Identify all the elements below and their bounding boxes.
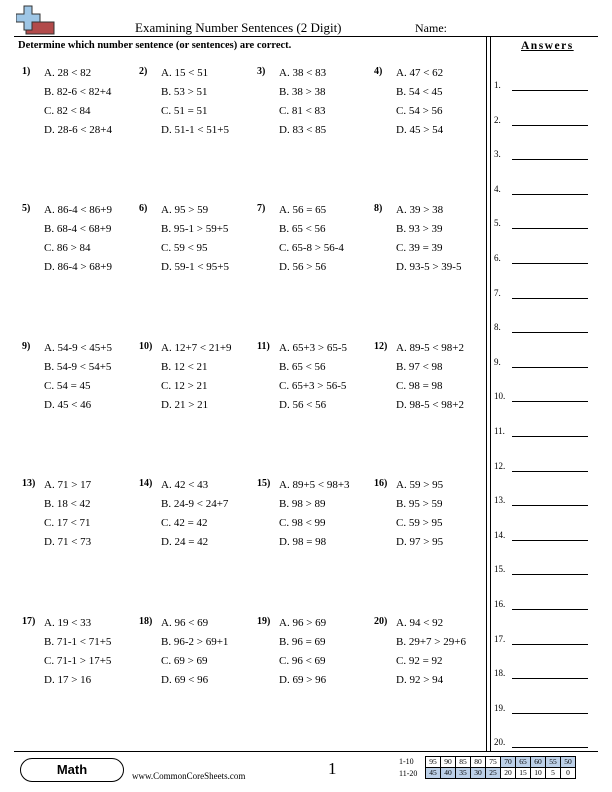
- score-row: [426, 768, 576, 779]
- option-statement: B. 96-2 > 69+1: [161, 636, 229, 648]
- answer-row: [494, 634, 594, 650]
- option-statement: C. 86 > 84: [44, 242, 91, 254]
- score-row: [426, 757, 576, 768]
- option-list: [279, 342, 347, 418]
- option-list: [279, 479, 350, 555]
- answer-row: [494, 668, 594, 684]
- answer-row: [494, 149, 594, 165]
- answer-blank[interactable]: [512, 713, 588, 714]
- option-statement: D. 45 > 54: [396, 124, 444, 136]
- score-cell: 90: [441, 757, 456, 768]
- problem-number: 14): [139, 478, 153, 489]
- answer-blank[interactable]: [512, 228, 588, 229]
- problem-number: 7): [257, 203, 266, 214]
- option-list: [396, 479, 443, 555]
- option-statement: A. 12+7 < 21+9: [161, 342, 232, 354]
- option-statement: A. 94 < 92: [396, 617, 444, 629]
- option-statement: A. 96 > 69: [279, 617, 327, 629]
- option-statement: D. 92 > 94: [396, 674, 444, 686]
- score-table: [425, 756, 576, 779]
- answer-blank[interactable]: [512, 401, 588, 402]
- option-statement: A. 42 < 43: [161, 479, 209, 491]
- option-statement: B. 82-6 < 82+4: [44, 86, 112, 98]
- option-statement: C. 81 < 83: [279, 105, 326, 117]
- problem: [374, 66, 492, 152]
- option-statement: D. 45 < 46: [44, 399, 92, 411]
- header-rule: [14, 36, 598, 37]
- answer-row: [494, 530, 594, 546]
- answer-number: 17.: [494, 633, 506, 644]
- answer-number: 20.: [494, 737, 506, 748]
- answer-blank[interactable]: [512, 574, 588, 575]
- answer-number: 3.: [494, 149, 501, 160]
- problem: [22, 341, 140, 427]
- option-statement: A. 39 > 38: [396, 204, 444, 216]
- problem: [139, 66, 257, 152]
- problem-number: 16): [374, 478, 388, 489]
- answer-row: [494, 80, 594, 96]
- score-cell: 65: [516, 757, 531, 768]
- answer-row: [494, 115, 594, 131]
- problem: [139, 341, 257, 427]
- answer-row: [494, 184, 594, 200]
- answer-row: [494, 218, 594, 234]
- problem-number: 13): [22, 478, 36, 489]
- answer-blank[interactable]: [512, 90, 588, 91]
- score-cell: 5: [546, 768, 561, 779]
- option-statement: B. 71-1 < 71+5: [44, 636, 112, 648]
- option-statement: B. 53 > 51: [161, 86, 208, 98]
- option-statement: A. 65+3 > 65-5: [279, 342, 348, 354]
- option-statement: C. 92 = 92: [396, 655, 443, 667]
- option-statement: A. 86-4 < 86+9: [44, 204, 113, 216]
- answer-blank[interactable]: [512, 747, 588, 748]
- score-cell: 85: [456, 757, 471, 768]
- problem: [257, 203, 375, 289]
- plus-block-logo-icon: [16, 4, 56, 38]
- answer-number: 15.: [494, 564, 506, 575]
- answer-number: 9.: [494, 356, 501, 367]
- answer-number: 19.: [494, 702, 506, 713]
- problem-number: 20): [374, 616, 388, 627]
- option-statement: C. 82 < 84: [44, 105, 91, 117]
- problem-number: 10): [139, 341, 153, 352]
- option-list: [44, 342, 112, 418]
- option-statement: D. 83 < 85: [279, 124, 327, 136]
- problem-number: 5): [22, 203, 31, 214]
- answer-blank[interactable]: [512, 644, 588, 645]
- option-list: [161, 479, 228, 555]
- option-statement: D. 97 > 95: [396, 536, 444, 548]
- answer-number: 6.: [494, 253, 501, 263]
- option-statement: A. 71 > 17: [44, 479, 92, 491]
- website-text: www.CommonCoreSheets.com: [132, 771, 246, 781]
- score-cell: 15: [516, 768, 531, 779]
- score-cell: 70: [501, 757, 516, 768]
- answer-blank[interactable]: [512, 609, 588, 610]
- score-cell: 55: [546, 757, 561, 768]
- answer-row: [494, 391, 594, 407]
- option-list: [396, 204, 461, 280]
- score-cell: 30: [471, 768, 486, 779]
- option-statement: C. 39 = 39: [396, 242, 443, 254]
- option-statement: A. 95 > 59: [161, 204, 209, 216]
- answer-row: [494, 357, 594, 373]
- answer-blank[interactable]: [512, 505, 588, 506]
- problem-number: 9): [22, 341, 31, 352]
- option-list: [279, 67, 326, 143]
- option-statement: A. 54-9 < 45+5: [44, 342, 113, 354]
- option-statement: C. 65-8 > 56-4: [279, 242, 344, 254]
- option-statement: D. 28-6 < 28+4: [44, 124, 113, 136]
- problem: [257, 616, 375, 702]
- option-statement: B. 38 > 38: [279, 86, 326, 98]
- answer-row: [494, 461, 594, 477]
- problem: [374, 478, 492, 564]
- answer-number: 10.: [494, 391, 506, 402]
- option-list: [44, 479, 91, 555]
- score-cell: 80: [471, 757, 486, 768]
- instructions: Determine which number sentence (or sentences) are correct.: [18, 40, 292, 51]
- score-row-label: 1-10: [399, 757, 414, 766]
- option-statement: D. 56 < 56: [279, 399, 327, 411]
- answer-blank[interactable]: [512, 540, 588, 541]
- problem-number: 12): [374, 341, 388, 352]
- option-statement: D. 56 > 56: [279, 261, 327, 273]
- score-cell: 0: [561, 768, 576, 779]
- answer-row: [494, 495, 594, 511]
- option-statement: A. 59 > 95: [396, 479, 444, 491]
- option-statement: C. 98 < 99: [279, 517, 326, 529]
- option-statement: B. 12 < 21: [161, 361, 208, 373]
- problem-number: 6): [139, 203, 148, 214]
- score-row-label: 11-20: [399, 769, 418, 778]
- option-statement: C. 54 = 45: [44, 380, 91, 392]
- answer-blank[interactable]: [512, 678, 588, 679]
- option-statement: C. 69 > 69: [161, 655, 208, 667]
- option-statement: C. 54 > 56: [396, 105, 443, 117]
- answer-blank[interactable]: [512, 194, 588, 195]
- score-cell: 45: [426, 768, 441, 779]
- problem: [139, 616, 257, 702]
- answer-row: [494, 288, 594, 304]
- option-statement: B. 93 > 39: [396, 223, 443, 235]
- option-list: [44, 204, 112, 280]
- option-statement: C. 65+3 > 56-5: [279, 380, 347, 392]
- option-statement: A. 15 < 51: [161, 67, 209, 79]
- problem-number: 4): [374, 66, 383, 77]
- option-statement: B. 29+7 > 29+6: [396, 636, 466, 648]
- option-statement: C. 12 > 21: [161, 380, 208, 392]
- answer-number: 5.: [494, 218, 501, 229]
- answer-row: [494, 253, 594, 269]
- problem: [139, 203, 257, 289]
- answer-number: 1.: [494, 80, 501, 90]
- option-list: [396, 617, 466, 693]
- answer-row: [494, 703, 594, 719]
- problem: [139, 478, 257, 564]
- problem: [22, 66, 140, 152]
- option-statement: D. 71 < 73: [44, 536, 92, 548]
- problem-number: 18): [139, 616, 153, 627]
- worksheet-title: Examining Number Sentences (2 Digit): [135, 20, 342, 35]
- option-statement: B. 97 < 98: [396, 361, 443, 373]
- option-statement: A. 56 = 65: [279, 204, 327, 216]
- option-statement: D. 69 < 96: [161, 674, 209, 686]
- option-statement: B. 95 > 59: [396, 498, 443, 510]
- option-statement: C. 17 < 71: [44, 517, 91, 529]
- answer-number: 12.: [494, 460, 506, 471]
- problem-number: 15): [257, 478, 271, 489]
- option-statement: B. 96 = 69: [279, 636, 326, 648]
- option-statement: D. 86-4 > 68+9: [44, 261, 113, 273]
- option-statement: A. 28 < 82: [44, 67, 92, 79]
- option-list: [396, 67, 443, 143]
- option-statement: D. 93-5 > 39-5: [396, 261, 462, 273]
- option-statement: D. 98-5 < 98+2: [396, 399, 465, 411]
- page-number: 1: [328, 759, 337, 778]
- score-cell: 95: [426, 757, 441, 768]
- option-statement: B. 54 < 45: [396, 86, 443, 98]
- answer-blank[interactable]: [512, 471, 588, 472]
- option-statement: B. 95-1 > 59+5: [161, 223, 229, 235]
- option-statement: B. 98 > 89: [279, 498, 326, 510]
- problem: [22, 203, 140, 289]
- option-list: [161, 67, 229, 143]
- score-cell: 35: [456, 768, 471, 779]
- option-statement: D. 98 = 98: [279, 536, 327, 548]
- answer-number: 18.: [494, 668, 506, 679]
- answer-blank[interactable]: [512, 298, 588, 299]
- problem: [257, 66, 375, 152]
- problem: [257, 341, 375, 427]
- problem-number: 1): [22, 66, 31, 77]
- option-statement: D. 69 > 96: [279, 674, 327, 686]
- answer-number: 13.: [494, 495, 506, 506]
- score-cell: 60: [531, 757, 546, 768]
- problem: [374, 616, 492, 702]
- option-statement: D. 59-1 < 95+5: [161, 261, 230, 273]
- option-list: [44, 67, 112, 143]
- answers-title: Answers: [521, 40, 574, 52]
- option-statement: A. 38 < 83: [279, 67, 327, 79]
- option-statement: C. 51 = 51: [161, 105, 208, 117]
- option-statement: C. 59 < 95: [161, 242, 208, 254]
- answer-number: 7.: [494, 287, 501, 298]
- answer-row: [494, 426, 594, 442]
- option-list: [161, 342, 232, 418]
- option-list: [279, 617, 326, 693]
- option-statement: D. 24 = 42: [161, 536, 209, 548]
- option-statement: A. 89-5 < 98+2: [396, 342, 465, 354]
- problem-number: 17): [22, 616, 36, 627]
- problem: [22, 616, 140, 702]
- score-cell: 75: [486, 757, 501, 768]
- answer-number: 11.: [494, 426, 505, 436]
- problem: [257, 478, 375, 564]
- option-statement: D. 21 > 21: [161, 399, 209, 411]
- problem-number: 19): [257, 616, 271, 627]
- score-cell: 50: [561, 757, 576, 768]
- answer-number: 16.: [494, 599, 506, 609]
- answer-row: [494, 322, 594, 338]
- answer-blank[interactable]: [512, 125, 588, 126]
- answer-blank[interactable]: [512, 263, 588, 264]
- problem: [374, 203, 492, 289]
- option-statement: B. 24-9 < 24+7: [161, 498, 229, 510]
- option-statement: C. 96 < 69: [279, 655, 326, 667]
- answer-blank[interactable]: [512, 367, 588, 368]
- problem-number: 8): [374, 203, 383, 214]
- option-statement: C. 71-1 > 17+5: [44, 655, 112, 667]
- option-statement: D. 17 > 16: [44, 674, 92, 686]
- option-list: [161, 204, 229, 280]
- problem: [22, 478, 140, 564]
- score-cell: 40: [441, 768, 456, 779]
- answer-blank[interactable]: [512, 159, 588, 160]
- option-statement: A. 47 < 62: [396, 67, 444, 79]
- problem-number: 3): [257, 66, 266, 77]
- option-list: [279, 204, 344, 280]
- option-statement: B. 65 < 56: [279, 223, 326, 235]
- option-statement: A. 19 < 33: [44, 617, 92, 629]
- score-cell: 25: [486, 768, 501, 779]
- option-statement: A. 89+5 < 98+3: [279, 479, 350, 491]
- answer-number: 2.: [494, 114, 501, 125]
- answer-blank[interactable]: [512, 332, 588, 333]
- answer-row: [494, 564, 594, 580]
- answer-number: 14.: [494, 529, 506, 540]
- answer-row: [494, 599, 594, 615]
- problem-number: 2): [139, 66, 148, 77]
- option-list: [161, 617, 228, 693]
- answer-number: 4.: [494, 183, 501, 194]
- option-statement: C. 59 > 95: [396, 517, 443, 529]
- answer-blank[interactable]: [512, 436, 588, 437]
- answer-row: [494, 737, 594, 753]
- subject-badge: Math: [20, 758, 124, 782]
- option-statement: B. 65 < 56: [279, 361, 326, 373]
- option-statement: B. 68-4 < 68+9: [44, 223, 112, 235]
- option-list: [44, 617, 111, 693]
- problem: [374, 341, 492, 427]
- option-list: [396, 342, 464, 418]
- score-cell: 10: [531, 768, 546, 779]
- option-statement: B. 54-9 < 54+5: [44, 361, 112, 373]
- score-cell: 20: [501, 768, 516, 779]
- answer-number: 8.: [494, 322, 501, 333]
- problem-number: 11): [257, 341, 270, 352]
- option-statement: C. 42 = 42: [161, 517, 208, 529]
- option-statement: D. 51-1 < 51+5: [161, 124, 230, 136]
- option-statement: C. 98 = 98: [396, 380, 443, 392]
- name-label: Name:: [415, 21, 447, 35]
- option-statement: B. 18 < 42: [44, 498, 91, 510]
- option-statement: A. 96 < 69: [161, 617, 209, 629]
